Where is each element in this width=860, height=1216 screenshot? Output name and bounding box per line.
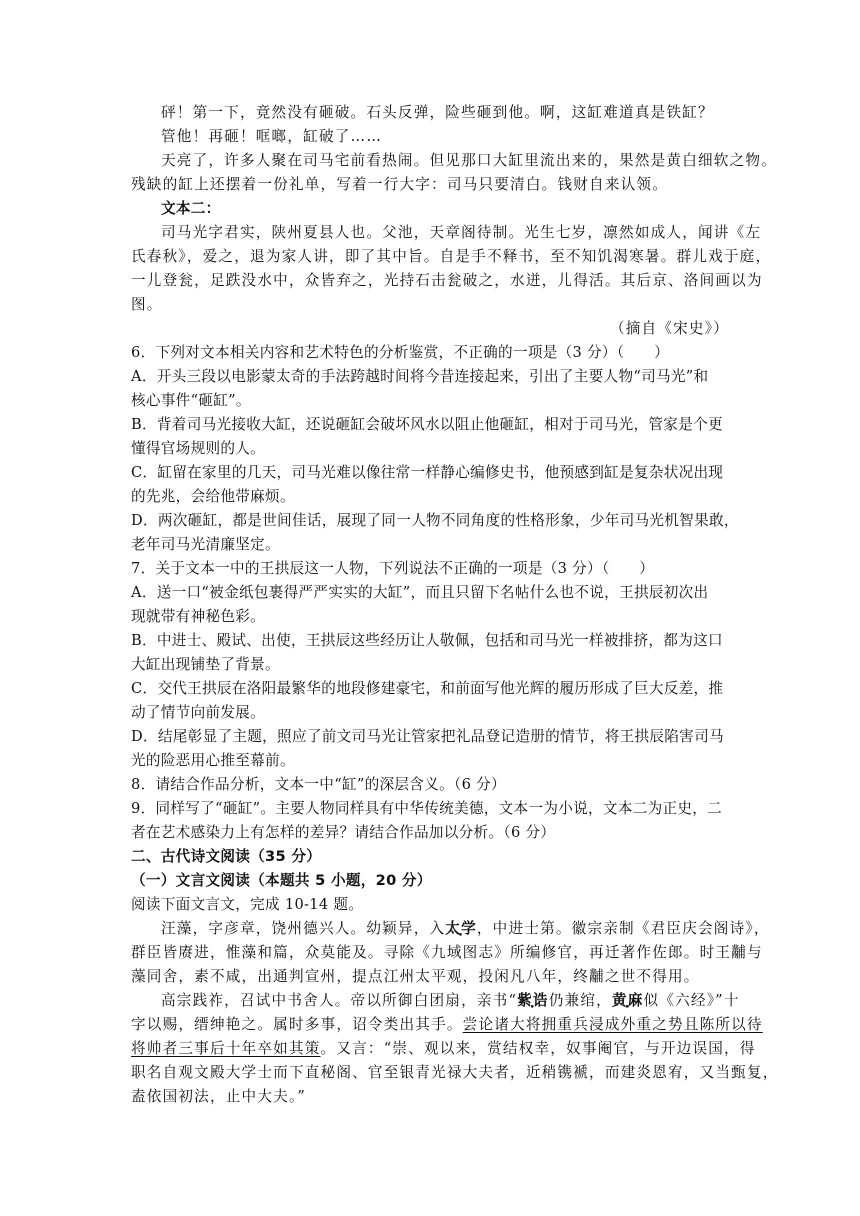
dotted-term: 紫诰: [517, 992, 549, 1009]
q6-option-d-cont: 老年司马光清廉坚定。: [131, 536, 280, 553]
q6-option-a-cont: 核心事件“砸缸”。: [131, 392, 251, 409]
dotted-term: 黄麻: [611, 992, 644, 1009]
q7-option-c: C．交代王拱辰在洛阳最繁华的地段修建豪宅，和前面写他光辉的履历形成了巨大反差，推: [131, 680, 724, 697]
q7-option-d: D．结尾彰显了主题，照应了前文司马光让管家把礼品登记造册的情节，将王拱辰陷害司马: [131, 728, 724, 745]
text2-heading: 文本二：: [161, 200, 221, 217]
instruction: 阅读下面文言文，完成 10-14 题。: [131, 896, 364, 913]
q6-option-c: C．缸留在家里的几天，司马光难以像往常一样静心编修史书，他预感到缸是复杂状况出现: [131, 464, 724, 481]
q6-option-b: B．背着司马光接收大缸，还说砸缸会破坏风水以阻止他砸缸，相对于司马光，管家是个更: [131, 416, 723, 433]
q7-option-b: B．中进士、殿试、出使，王拱辰这些经历让人敬佩，包括和司马光一样被排挤，都为这口: [131, 632, 723, 649]
classical-p2-line-5: 盍依国初法，止中大夫。”: [131, 1088, 307, 1105]
story-line-1: 砰！第一下，竟然没有砸破。石头反弹，险些砸到他。啊，这缸难道真是铁缸？: [161, 104, 714, 121]
classical-p1-line-3: 藻同舍，素不咸，出通判宣州，提点江州太平观，投闲凡八年，终黼之世不得用。: [131, 968, 700, 985]
q7-option-a: A．送一口“被金纸包裹得严严实实的大缸”，而且只留下名帖什么也不说，王拱辰初次出: [131, 584, 709, 601]
story-line-3: 天亮了，许多人聚在司马宅前看热闹。但见那口大缸里流出来的，果然是黄白细软之物。: [161, 152, 777, 169]
q6-option-c-cont: 的先兆，会给他带麻烦。: [131, 488, 295, 505]
q9-line-2: 者在艺术感染力上有怎样的差异？请结合作品加以分析。（6 分）: [131, 824, 556, 841]
text2-line: 司马光字君实，陕州夏县人也。父池，天章阁待制。光生七岁，凛然如成人，闻讲《左: [161, 224, 762, 241]
underlined-sentence: 尝论诸大将拥重兵浸成外重之势且陈所以待: [462, 1016, 763, 1033]
text2-line: 氏春秋》，爱之，退为家人讲，即了其中旨。自是手不释书，至不知饥渴寒暑。群儿戏于庭，: [131, 248, 772, 265]
text2-source: （摘自《宋史》）: [609, 320, 729, 337]
classical-p2-line-4: 职名自观文殿大学士而下直秘阁、官至银青光禄大夫者，近稍镌褫，而建炎恩宥，又当甄复，: [131, 1064, 779, 1081]
q6-option-d: D．两次砸缸，都是世间佳话，展现了同一人物不同角度的性格形象，少年司马光机智果敢，: [131, 512, 739, 529]
story-line-2: 管他！再砸！哐啷，缸破了……: [161, 128, 383, 145]
section-heading: 二、古代诗文阅读（35 分）: [131, 848, 322, 865]
classical-p2-line-1: 高宗践祚，召试中书舍人。帝以所御白团扇，亲书“紫诰仍兼绾，黄麻似《六经》”十: [161, 992, 740, 1009]
underlined-sentence: 将帅者三事后十年卒如其策: [131, 1040, 321, 1057]
q7-option-b-cont: 大缸出现铺垫了背景。: [131, 656, 280, 673]
q8: 8．请结合作品分析，文本一中“缸”的深层含义。（6 分）: [131, 776, 506, 793]
text2-line: 图。: [131, 296, 163, 313]
q6-stem: 6．下列对文本相关内容和艺术特色的分析鉴赏，不正确的一项是（3 分）（ ）: [131, 344, 670, 361]
q7-option-c-cont: 动了情节向前发展。: [131, 704, 266, 721]
classical-p2-line-3: 将帅者三事后十年卒如其策。又言：“崇、观以来，赏结权幸，奴事阉官，与开边误国，得: [131, 1040, 756, 1057]
classical-p2-line-2: 字以赐，缙绅艳之。属时多事，诏令类出其手。尝论诸大将拥重兵浸成外重之势且陈所以待: [131, 1016, 763, 1033]
classical-p1-line-1: 汪藻，字彦章，饶州德兴人。幼颖异，入太学，中进士第。徽宗亲制《君臣庆会阁诗》，: [161, 920, 770, 937]
q7-option-d-cont: 光的险恶用心推至幕前。: [131, 752, 295, 769]
classical-p1-line-2: 群臣皆赓进，惟藻和篇，众莫能及。寻除《九域图志》所编修官，再迁著作佐郎。时王黼与: [131, 944, 763, 961]
text2-line: 一儿登瓮，足跌没水中，众皆弃之，光持石击瓮破之，水迸，儿得活。其后京、洛间画以为: [131, 272, 763, 289]
q9-line-1: 9．同样写了“砸缸”。主要人物同样具有中华传统美德，文本一为小说，文本二为正史，二: [131, 800, 723, 817]
q7-stem: 7．关于文本一中的王拱辰这一人物，下列说法不正确的一项是（3 分）（ ）: [131, 560, 655, 577]
q6-option-a: A．开头三段以电影蒙太奇的手法跨越时间将今昔连接起来，引出了主要人物“司马光”和: [131, 368, 709, 385]
q6-option-b-cont: 懂得官场规则的人。: [131, 440, 266, 457]
subsection-heading: （一）文言文阅读（本题共 5 小题，20 分）: [131, 872, 432, 889]
dotted-term: 太学: [445, 920, 477, 937]
story-line-4: 残缺的缸上还摆着一份礼单，写着一行大字：司马只要清白。钱财自来认领。: [131, 176, 668, 193]
q7-option-a-cont: 现就带有神秘色彩。: [131, 608, 266, 625]
